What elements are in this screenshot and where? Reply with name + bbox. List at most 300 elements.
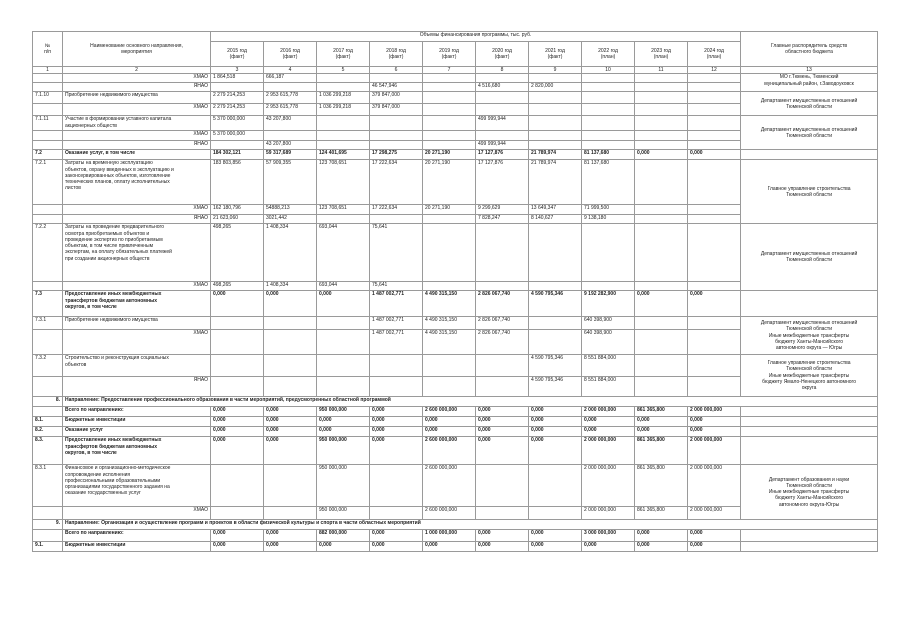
row-region-label: ЯНАО xyxy=(63,377,211,397)
value-cell: 9 299,629 xyxy=(476,205,529,215)
value-cell: 0,000 xyxy=(211,291,264,317)
value-cell xyxy=(688,104,741,116)
value-cell: 20 271,190 xyxy=(423,150,476,160)
value-cell xyxy=(211,317,264,330)
value-cell xyxy=(370,74,423,83)
distributor-cell xyxy=(741,291,878,317)
row-name: Участие в формировании уставного капитала акционерных обществ xyxy=(63,116,211,131)
value-cell xyxy=(688,377,741,397)
value-cell: 4 590 795,346 xyxy=(529,291,582,317)
value-cell: 2 826 067,740 xyxy=(476,317,529,330)
header-name: Наименование основного направления, мероприятия xyxy=(63,32,211,67)
value-cell xyxy=(529,141,582,150)
value-cell: 46 547,946 xyxy=(370,83,423,92)
value-cell xyxy=(423,92,476,104)
value-cell: 5 370 000,000 xyxy=(211,116,264,131)
column-number: 4 xyxy=(264,67,317,74)
value-cell xyxy=(635,224,688,282)
row-name: Затраты на временную эксплуатацию объектов, охрану введенных в эксплуатацию и законсервированных объектов, изготовление технических планов, оплату исполнительных листов xyxy=(63,160,211,205)
value-cell: 0,000 xyxy=(688,530,741,542)
section-num: 8. xyxy=(33,397,63,407)
value-cell: 4 516,680 xyxy=(476,83,529,92)
row-region-label: ЯНАО xyxy=(63,83,211,92)
value-cell: 0,000 xyxy=(635,427,688,437)
value-cell xyxy=(423,377,476,397)
section-title: Направление: Предоставление профессионального образования в части мероприятий, предусмотренных областной программой xyxy=(63,397,878,407)
row-num xyxy=(33,74,63,83)
value-cell: 0,000 xyxy=(211,530,264,542)
row-region-label: ХМАО xyxy=(63,507,211,520)
value-cell xyxy=(211,330,264,355)
value-cell: 2 279 214,253 xyxy=(211,104,264,116)
column-number: 13 xyxy=(741,67,878,74)
column-number: 6 xyxy=(370,67,423,74)
row-region-label: ХМАО xyxy=(63,205,211,215)
row-region-label: ХМАО xyxy=(63,282,211,291)
value-cell xyxy=(317,74,370,83)
value-cell: 8 551 884,000 xyxy=(582,355,635,377)
value-cell xyxy=(423,282,476,291)
value-cell: 2 600 000,000 xyxy=(423,507,476,520)
value-cell xyxy=(688,215,741,224)
value-cell xyxy=(688,92,741,104)
value-cell: 7 828,247 xyxy=(476,215,529,224)
value-cell xyxy=(688,160,741,205)
financing-table xyxy=(32,31,878,552)
row-num: 7.3.2 xyxy=(33,355,63,377)
value-cell: 0,000 xyxy=(582,427,635,437)
value-cell xyxy=(582,116,635,131)
value-cell xyxy=(370,141,423,150)
row-num xyxy=(33,407,63,417)
value-cell: 0,000 xyxy=(529,417,582,427)
value-cell xyxy=(423,215,476,224)
value-cell: 4 490 315,150 xyxy=(423,330,476,355)
value-cell: 0,000 xyxy=(264,542,317,552)
value-cell: 0,000 xyxy=(688,291,741,317)
distributor-cell: Департамент имущественных отношений Тюменской области xyxy=(741,224,878,291)
row-num: 7.1.11 xyxy=(33,116,63,131)
value-cell: 861 365,800 xyxy=(635,465,688,507)
value-cell xyxy=(264,330,317,355)
value-cell xyxy=(529,74,582,83)
value-cell: 0,000 xyxy=(370,417,423,427)
table-row xyxy=(33,407,878,417)
value-cell xyxy=(370,377,423,397)
value-cell xyxy=(476,282,529,291)
value-cell: 0,000 xyxy=(211,417,264,427)
value-cell: 2 600 000,000 xyxy=(423,437,476,465)
value-cell xyxy=(423,355,476,377)
value-cell xyxy=(317,317,370,330)
value-cell: 0,000 xyxy=(211,542,264,552)
distributor-cell: Департамент образования и науки Тюменской области Иные межбюджетные трансферты бюджету Ханты-Мансийского автономного округа-Югры xyxy=(741,465,878,520)
value-cell: 9 138,180 xyxy=(582,215,635,224)
value-cell xyxy=(635,131,688,141)
column-number-row xyxy=(33,67,878,74)
value-cell: 0,000 xyxy=(317,542,370,552)
value-cell: 162 180,796 xyxy=(211,205,264,215)
value-cell: 8 551 884,000 xyxy=(582,377,635,397)
value-cell: 499 999,944 xyxy=(476,141,529,150)
value-cell xyxy=(423,83,476,92)
table-row xyxy=(33,417,878,427)
value-cell xyxy=(370,465,423,507)
value-cell: 2 000 000,000 xyxy=(582,437,635,465)
row-num xyxy=(33,104,63,116)
value-cell: 0,000 xyxy=(582,417,635,427)
value-cell: 498,265 xyxy=(211,224,264,282)
value-cell xyxy=(423,104,476,116)
value-cell xyxy=(370,355,423,377)
value-cell xyxy=(635,160,688,205)
value-cell: 950 000,000 xyxy=(317,407,370,417)
section-num: 9. xyxy=(33,520,63,530)
row-num: 7.3.1 xyxy=(33,317,63,330)
header-year: 2018 год (факт) xyxy=(370,42,423,67)
value-cell xyxy=(688,205,741,215)
value-cell xyxy=(370,507,423,520)
value-cell xyxy=(688,282,741,291)
row-name: Строительство и реконструкция социальных объектов xyxy=(63,355,211,377)
value-cell: 0,000 xyxy=(423,542,476,552)
value-cell xyxy=(688,74,741,83)
value-cell: 666,187 xyxy=(264,74,317,83)
row-name: Приобретение недвижимого имущества xyxy=(63,317,211,330)
value-cell xyxy=(582,131,635,141)
row-num xyxy=(33,507,63,520)
value-cell: 0,000 xyxy=(370,437,423,465)
value-cell: 379 847,000 xyxy=(370,92,423,104)
value-cell xyxy=(582,224,635,282)
value-cell: 17 127,876 xyxy=(476,150,529,160)
value-cell: 81 137,680 xyxy=(582,150,635,160)
row-num: 8.2. xyxy=(33,427,63,437)
value-cell xyxy=(582,83,635,92)
value-cell: 0,000 xyxy=(635,417,688,427)
header-year: 2020 год (факт) xyxy=(476,42,529,67)
value-cell: 124 401,695 xyxy=(317,150,370,160)
value-cell: 0,000 xyxy=(264,530,317,542)
row-num xyxy=(33,131,63,141)
value-cell xyxy=(423,131,476,141)
column-number: 7 xyxy=(423,67,476,74)
value-cell: 21 623,060 xyxy=(211,215,264,224)
value-cell: 950 000,000 xyxy=(317,465,370,507)
row-num xyxy=(33,215,63,224)
table-row xyxy=(33,542,878,552)
value-cell xyxy=(635,205,688,215)
table-row xyxy=(33,530,878,542)
value-cell xyxy=(635,282,688,291)
row-num: 7.2.1 xyxy=(33,160,63,205)
value-cell: 2 000 000,000 xyxy=(688,407,741,417)
value-cell xyxy=(264,131,317,141)
value-cell xyxy=(688,317,741,330)
value-cell: 17 127,876 xyxy=(476,160,529,205)
distributor-cell xyxy=(741,150,878,160)
value-cell xyxy=(582,104,635,116)
value-cell: 0,000 xyxy=(264,291,317,317)
value-cell: 123 708,651 xyxy=(317,160,370,205)
table-row xyxy=(33,150,878,160)
value-cell: 1 864,518 xyxy=(211,74,264,83)
header-year: 2016 год (факт) xyxy=(264,42,317,67)
value-cell: 2 600 000,000 xyxy=(423,407,476,417)
value-cell: 2 600 000,000 xyxy=(423,465,476,507)
value-cell: 2 826 067,740 xyxy=(476,291,529,317)
value-cell xyxy=(317,355,370,377)
value-cell: 0,000 xyxy=(688,542,741,552)
section-row xyxy=(33,520,878,530)
distributor-cell xyxy=(741,417,878,427)
column-number: 3 xyxy=(211,67,264,74)
value-cell xyxy=(529,330,582,355)
value-cell xyxy=(688,83,741,92)
table-row xyxy=(33,116,878,131)
value-cell: 0,000 xyxy=(635,542,688,552)
value-cell: 1 487 002,771 xyxy=(370,317,423,330)
value-cell xyxy=(264,507,317,520)
header-year: 2022 год (план) xyxy=(582,42,635,67)
header-num: № п/п xyxy=(33,32,63,67)
value-cell: 75,641 xyxy=(370,224,423,282)
row-name: Всего по направлению: xyxy=(63,530,211,542)
value-cell: 20 271,190 xyxy=(423,205,476,215)
value-cell xyxy=(635,377,688,397)
value-cell xyxy=(317,215,370,224)
value-cell xyxy=(476,92,529,104)
value-cell: 17 298,275 xyxy=(370,150,423,160)
value-cell: 0,000 xyxy=(264,407,317,417)
value-cell: 2 000 000,000 xyxy=(582,507,635,520)
value-cell: 2 000 000,000 xyxy=(688,465,741,507)
row-num xyxy=(33,83,63,92)
value-cell: 0,000 xyxy=(688,417,741,427)
value-cell xyxy=(688,116,741,131)
value-cell xyxy=(264,355,317,377)
value-cell xyxy=(264,83,317,92)
value-cell xyxy=(635,355,688,377)
row-region-label: ХМАО xyxy=(63,104,211,116)
value-cell xyxy=(476,224,529,282)
value-cell: 17 222,634 xyxy=(370,205,423,215)
row-num xyxy=(33,205,63,215)
value-cell: 184 302,121 xyxy=(211,150,264,160)
value-cell xyxy=(529,282,582,291)
distributor-cell xyxy=(741,427,878,437)
value-cell: 2 820,000 xyxy=(529,83,582,92)
value-cell xyxy=(423,224,476,282)
table-row xyxy=(33,224,878,282)
value-cell xyxy=(211,141,264,150)
value-cell: 4 590 795,346 xyxy=(529,377,582,397)
value-cell xyxy=(211,377,264,397)
value-cell: 0,000 xyxy=(423,427,476,437)
value-cell xyxy=(635,104,688,116)
row-num xyxy=(33,330,63,355)
value-cell: 499 999,944 xyxy=(476,116,529,131)
value-cell: 8 140,627 xyxy=(529,215,582,224)
value-cell: 71 999,500 xyxy=(582,205,635,215)
value-cell xyxy=(317,141,370,150)
value-cell: 0,000 xyxy=(476,530,529,542)
value-cell: 0,000 xyxy=(529,407,582,417)
value-cell: 1 036 299,218 xyxy=(317,92,370,104)
value-cell xyxy=(317,330,370,355)
row-num: 7.2 xyxy=(33,150,63,160)
value-cell: 0,000 xyxy=(317,417,370,427)
value-cell: 0,000 xyxy=(476,542,529,552)
value-cell: 0,000 xyxy=(317,427,370,437)
header-funding: Объемы финансирования программы, тыс. руб. xyxy=(211,32,741,42)
table-row xyxy=(33,291,878,317)
value-cell xyxy=(264,317,317,330)
value-cell: 0,000 xyxy=(476,427,529,437)
value-cell xyxy=(211,507,264,520)
value-cell: 0,000 xyxy=(317,291,370,317)
value-cell xyxy=(317,377,370,397)
value-cell: 13 649,347 xyxy=(529,205,582,215)
value-cell xyxy=(423,116,476,131)
table-row xyxy=(33,465,878,507)
value-cell xyxy=(317,83,370,92)
value-cell: 4 490 315,150 xyxy=(423,317,476,330)
value-cell xyxy=(688,131,741,141)
row-num xyxy=(33,377,63,397)
row-num: 9.1. xyxy=(33,542,63,552)
header-year: 2015 год (факт) xyxy=(211,42,264,67)
row-name: Оказание услуг xyxy=(63,427,211,437)
value-cell: 81 137,680 xyxy=(582,160,635,205)
value-cell: 0,000 xyxy=(529,437,582,465)
value-cell: 2 279 214,253 xyxy=(211,92,264,104)
value-cell: 0,000 xyxy=(264,427,317,437)
value-cell xyxy=(476,104,529,116)
value-cell xyxy=(370,215,423,224)
value-cell xyxy=(635,330,688,355)
value-cell: 57 909,355 xyxy=(264,160,317,205)
row-name: Предоставление иных межбюджетных трансфертов бюджетам автономных округов, в том числе xyxy=(63,437,211,465)
column-number: 9 xyxy=(529,67,582,74)
value-cell: 54888,213 xyxy=(264,205,317,215)
value-cell: 640 398,900 xyxy=(582,330,635,355)
table-row xyxy=(33,317,878,330)
value-cell: 0,000 xyxy=(529,542,582,552)
row-region-label: ХМАО xyxy=(63,131,211,141)
value-cell xyxy=(423,74,476,83)
row-num: 8.3. xyxy=(33,437,63,465)
value-cell: 0,000 xyxy=(370,407,423,417)
value-cell: 0,000 xyxy=(635,150,688,160)
column-number: 2 xyxy=(63,67,211,74)
value-cell: 861 365,800 xyxy=(635,437,688,465)
column-number: 10 xyxy=(582,67,635,74)
value-cell: 43 207,800 xyxy=(264,141,317,150)
value-cell: 950 000,000 xyxy=(317,437,370,465)
distributor-cell: Департамент имущественных отношений Тюменской области xyxy=(741,116,878,150)
value-cell xyxy=(211,465,264,507)
value-cell: 2 000 000,000 xyxy=(688,507,741,520)
distributor-cell: Главное управление строительства Тюменской области Иные межбюджетные трансферты бюджету Ямало-Ненецкого автономного округа xyxy=(741,355,878,397)
distributor-cell: Департамент имущественных отношений Тюменской области Иные межбюджетные трансферты бюджету Ханты-Мансийского автономного округа — Югры xyxy=(741,317,878,355)
value-cell: 0,000 xyxy=(688,427,741,437)
value-cell: 1 487 002,771 xyxy=(370,291,423,317)
header-year: 2021 год (факт) xyxy=(529,42,582,67)
value-cell: 2 000 000,000 xyxy=(688,437,741,465)
column-number: 1 xyxy=(33,67,63,74)
row-name: Затраты на проведение предварительного осмотра приобретаемых объектов и проведение экспертиз по приобретаемым объектам, в том числе привлеченным экспертам, на оплату обязательных платежей при создании акционерных обществ xyxy=(63,224,211,282)
value-cell: 0,000 xyxy=(688,150,741,160)
distributor-cell: Департамент имущественных отношений Тюменской области xyxy=(741,92,878,116)
value-cell xyxy=(582,141,635,150)
value-cell xyxy=(476,465,529,507)
value-cell xyxy=(635,116,688,131)
value-cell: 0,000 xyxy=(582,542,635,552)
value-cell xyxy=(635,317,688,330)
table-row xyxy=(33,355,878,377)
table-header-row xyxy=(33,32,878,42)
distributor-cell: Главное управление строительства Тюменской области xyxy=(741,160,878,224)
column-number: 8 xyxy=(476,67,529,74)
value-cell: 1 036 299,218 xyxy=(317,104,370,116)
value-cell: 693,044 xyxy=(317,224,370,282)
value-cell xyxy=(370,116,423,131)
table-row xyxy=(33,160,878,205)
value-cell: 17 222,634 xyxy=(370,160,423,205)
row-name: Финансовое и организационно-методическое сопровождение исполнения профессиональными образовательными организациями государственного задания на оказание государственных услуг xyxy=(63,465,211,507)
value-cell: 0,000 xyxy=(211,407,264,417)
value-cell xyxy=(582,282,635,291)
row-region-label: ЯНАО xyxy=(63,215,211,224)
value-cell xyxy=(529,507,582,520)
header-year: 2024 год (план) xyxy=(688,42,741,67)
value-cell: 861 365,800 xyxy=(635,507,688,520)
distributor-cell xyxy=(741,437,878,465)
value-cell: 2 826 067,740 xyxy=(476,330,529,355)
value-cell: 2 953 615,778 xyxy=(264,104,317,116)
value-cell: 1 408,334 xyxy=(264,282,317,291)
value-cell: 379 847,000 xyxy=(370,104,423,116)
column-number: 5 xyxy=(317,67,370,74)
column-number: 11 xyxy=(635,67,688,74)
value-cell: 9 192 282,900 xyxy=(582,291,635,317)
value-cell xyxy=(317,116,370,131)
table-row xyxy=(33,437,878,465)
row-num: 7.3 xyxy=(33,291,63,317)
value-cell xyxy=(582,74,635,83)
value-cell: 0,000 xyxy=(423,417,476,427)
row-num: 8.3.1 xyxy=(33,465,63,507)
value-cell: 5 370 000,000 xyxy=(211,131,264,141)
value-cell xyxy=(264,377,317,397)
value-cell: 882 000,000 xyxy=(317,530,370,542)
value-cell: 0,000 xyxy=(370,530,423,542)
row-name: Бюджетные инвестиции xyxy=(63,542,211,552)
value-cell: 0,000 xyxy=(529,530,582,542)
value-cell: 498,265 xyxy=(211,282,264,291)
row-region-label: ЯНАО xyxy=(63,141,211,150)
header-year: 2019 год (факт) xyxy=(423,42,476,67)
section-row xyxy=(33,397,878,407)
row-num: 7.1.10 xyxy=(33,92,63,104)
value-cell: 0,000 xyxy=(211,437,264,465)
value-cell: 0,000 xyxy=(370,427,423,437)
value-cell xyxy=(476,507,529,520)
value-cell: 59 317,689 xyxy=(264,150,317,160)
value-cell xyxy=(529,317,582,330)
value-cell: 0,000 xyxy=(635,530,688,542)
